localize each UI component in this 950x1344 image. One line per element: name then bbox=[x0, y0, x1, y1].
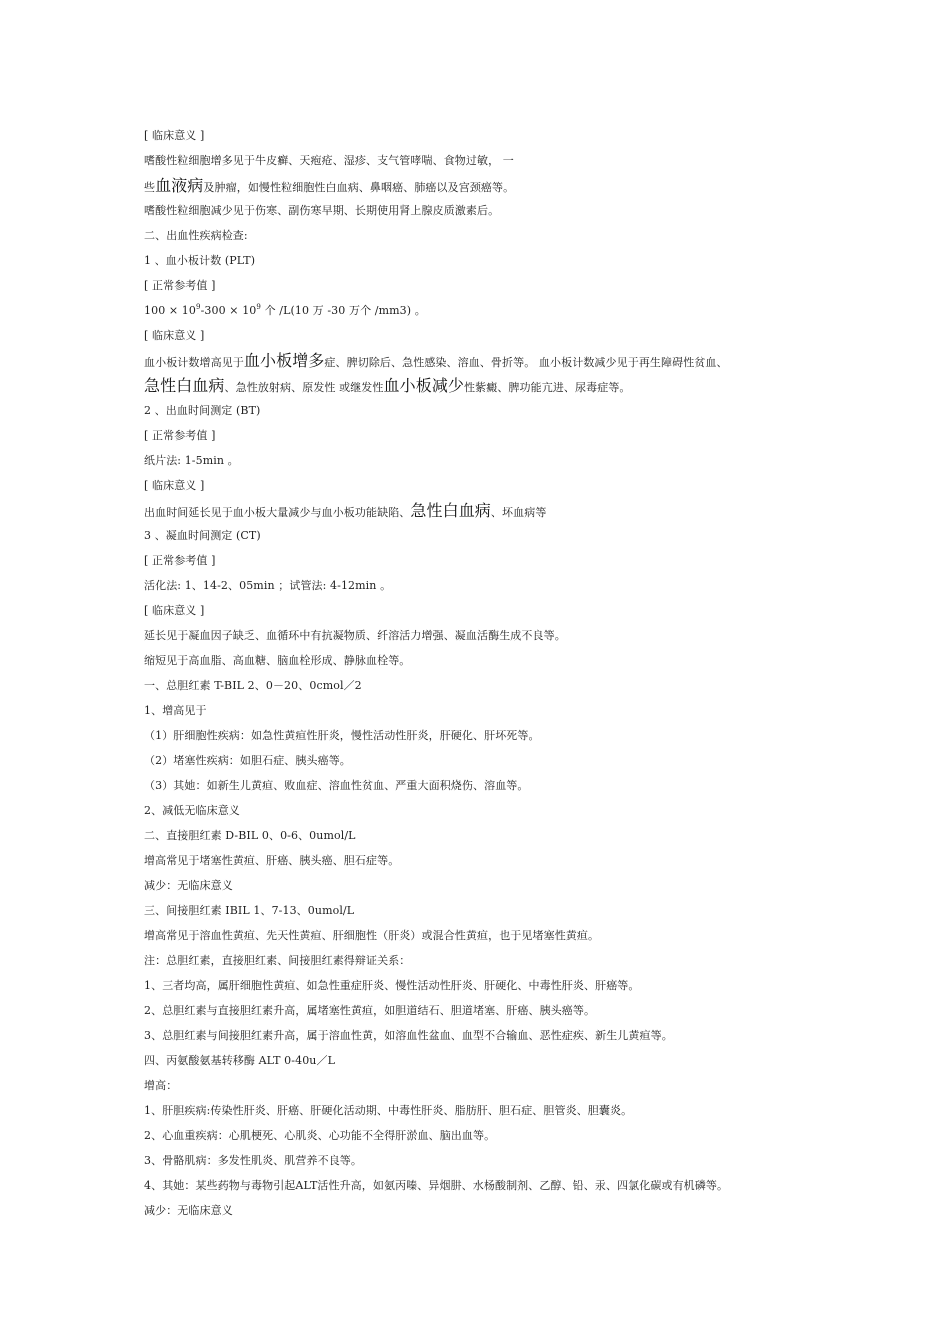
text-line: [ 临床意义 ] bbox=[144, 129, 205, 142]
text-line: 减少：无临床意义 bbox=[144, 1204, 233, 1217]
text-line: [ 临床意义 ] bbox=[144, 479, 205, 492]
text-line: [ 临床意义 ] bbox=[144, 329, 205, 342]
text-line: 注：总胆红素，直接胆红素、间接胆红素得辩证关系： bbox=[144, 954, 411, 967]
text-line: 嗜酸性粒细胞增多见于牛皮癣、天疱疮、湿疹、支气管哮喘、食物过敏， 一 bbox=[144, 154, 514, 167]
text-run: 出血时间延长见于血小板大量减少与血小板功能缺陷、 bbox=[144, 506, 411, 519]
text-line: 3、总胆红素与间接胆红素升高，属于溶血性黄，如溶血性盆血、血型不合输血、恶性症疾、新生儿黄疸等。 bbox=[144, 1029, 673, 1042]
text-run: 血小板计数增高见于 bbox=[144, 356, 244, 369]
keyword-link[interactable]: 血小板增多 bbox=[243, 351, 325, 370]
text-line: 纸片法: 1-5min 。 bbox=[144, 454, 239, 467]
text-run: 及肿瘤，如慢性粒细胞性白血病、鼻咽癌、肺癌以及宫颈癌等。 bbox=[203, 181, 515, 194]
text-line: 增高： bbox=[144, 1079, 178, 1092]
keyword-link[interactable]: 血小板减少 bbox=[383, 376, 465, 395]
text-line: （3）其她：如新生儿黄疸、败血症、溶血性贫血、严重大面积烧伤、溶血等。 bbox=[144, 779, 529, 792]
text-line: （2）堵塞性疾病：如胆石症、胰头癌等。 bbox=[144, 754, 351, 767]
text-run: 些 bbox=[144, 181, 156, 194]
text-line: [ 正常参考值 ] bbox=[144, 429, 216, 442]
text-line bbox=[144, 378, 631, 396]
text-line: 减少：无临床意义 bbox=[144, 879, 233, 892]
text-run: 、坏血病等 bbox=[490, 506, 547, 519]
text-line: （1）肝细胞性疾病：如急性黄疸性肝炎，慢性活动性肝炎，肝硬化、肝坏死等。 bbox=[144, 729, 540, 742]
text-line: 1、肝胆疾病:传染性肝炎、肝癌、肝硬化活动期、中毒性肝炎、脂肪肝、胆石症、胆管炎、胆囊炎。 bbox=[144, 1104, 633, 1117]
text-line bbox=[144, 178, 514, 196]
text-run: 、急性放射病、原发性 或继发性 bbox=[224, 381, 384, 394]
section-heading: 四、丙氨酸氨基转移酶 ALT 0-40u／L bbox=[144, 1054, 335, 1067]
text-run: -300 × 10 bbox=[200, 304, 257, 317]
text-run: 症、脾切除后、急性感染、溶血、骨折等。 血小板计数减少见于再生障碍性贫血、 bbox=[324, 356, 728, 369]
text-line: 延长见于凝血因子缺乏、血循环中有抗凝物质、纤溶活力增强、凝血活酶生成不良等。 bbox=[144, 629, 566, 642]
superscript: 9 bbox=[196, 303, 201, 311]
text-line: 1、三者均高，属肝细胞性黄疸、如急性重症肝炎、慢性活动性肝炎、肝硬化、中毒性肝炎、肝癌等。 bbox=[144, 979, 640, 992]
text-line: 增高常见于堵塞性黄疸、肝癌、胰头癌、胆石症等。 bbox=[144, 854, 400, 867]
section-heading: 三、间接胆红素 IBIL 1、7-13、0umol/L bbox=[144, 904, 355, 917]
subsection-heading: 1 、血小板计数 (PLT) bbox=[144, 254, 256, 267]
text-line bbox=[144, 353, 728, 371]
text-line bbox=[144, 303, 426, 319]
text-line: 2、总胆红素与直接胆红素升高，属堵塞性黄疸，如胆道结石、胆道堵塞、肝癌、胰头癌等。 bbox=[144, 1004, 596, 1017]
keyword-link[interactable]: 血液病 bbox=[155, 176, 204, 195]
text-run: 100 × 10 bbox=[144, 304, 197, 317]
text-run: 个 /L(10 万 -30 万个 /mm3) 。 bbox=[260, 304, 426, 317]
section-heading: 二、直接胆红素 D-BIL 0、0-6、0umol/L bbox=[144, 829, 356, 842]
text-line: [ 正常参考值 ] bbox=[144, 279, 216, 292]
text-line: 嗜酸性粒细胞减少见于伤寒、副伤寒早期、长期使用肾上腺皮质激素后。 bbox=[144, 204, 500, 217]
text-line: 3、骨骼肌病：多发性肌炎、肌营养不良等。 bbox=[144, 1154, 362, 1167]
text-line: 缩短见于高血脂、高血糖、脑血栓形成、静脉血栓等。 bbox=[144, 654, 411, 667]
text-line: 2、心血重疾病：心肌梗死、心肌炎、心功能不全得肝淤血、脑出血等。 bbox=[144, 1129, 496, 1142]
text-line bbox=[144, 503, 546, 521]
subsection-heading: 2 、出血时间测定 (BT) bbox=[144, 404, 261, 417]
subsection-heading: 3 、凝血时间测定 (CT) bbox=[144, 529, 261, 542]
text-line: 活化法: 1、14-2、05min ；试管法: 4-12min 。 bbox=[144, 579, 392, 592]
text-line: [ 临床意义 ] bbox=[144, 604, 205, 617]
superscript: 9 bbox=[256, 303, 261, 311]
section-heading: 一、总胆红素 T-BIL 2、0－20、0cmol／2 bbox=[144, 679, 362, 692]
text-line: 4、其她：某些药物与毒物引起ALT活性升高，如氨丙嗪、异烟肼、水杨酸制剂、乙醇、铅、汞、四氯化碳或有机磷等。 bbox=[144, 1179, 729, 1192]
text-line: 1、增高见于 bbox=[144, 704, 207, 717]
section-heading: 二、出血性疾病检查: bbox=[144, 229, 248, 242]
text-line: 增高常见于溶血性黄疸、先天性黄疸、肝细胞性（肝炎）或混合性黄疸，也于见堵塞性黄疸。 bbox=[144, 929, 600, 942]
keyword-link[interactable]: 急性白血病 bbox=[144, 376, 225, 395]
text-line: [ 正常参考值 ] bbox=[144, 554, 216, 567]
keyword-link[interactable]: 急性白血病 bbox=[410, 501, 491, 520]
text-line: 2、减低无临床意义 bbox=[144, 804, 240, 817]
text-run: 性紫癜、脾功能亢进、尿毒症等。 bbox=[464, 381, 631, 394]
